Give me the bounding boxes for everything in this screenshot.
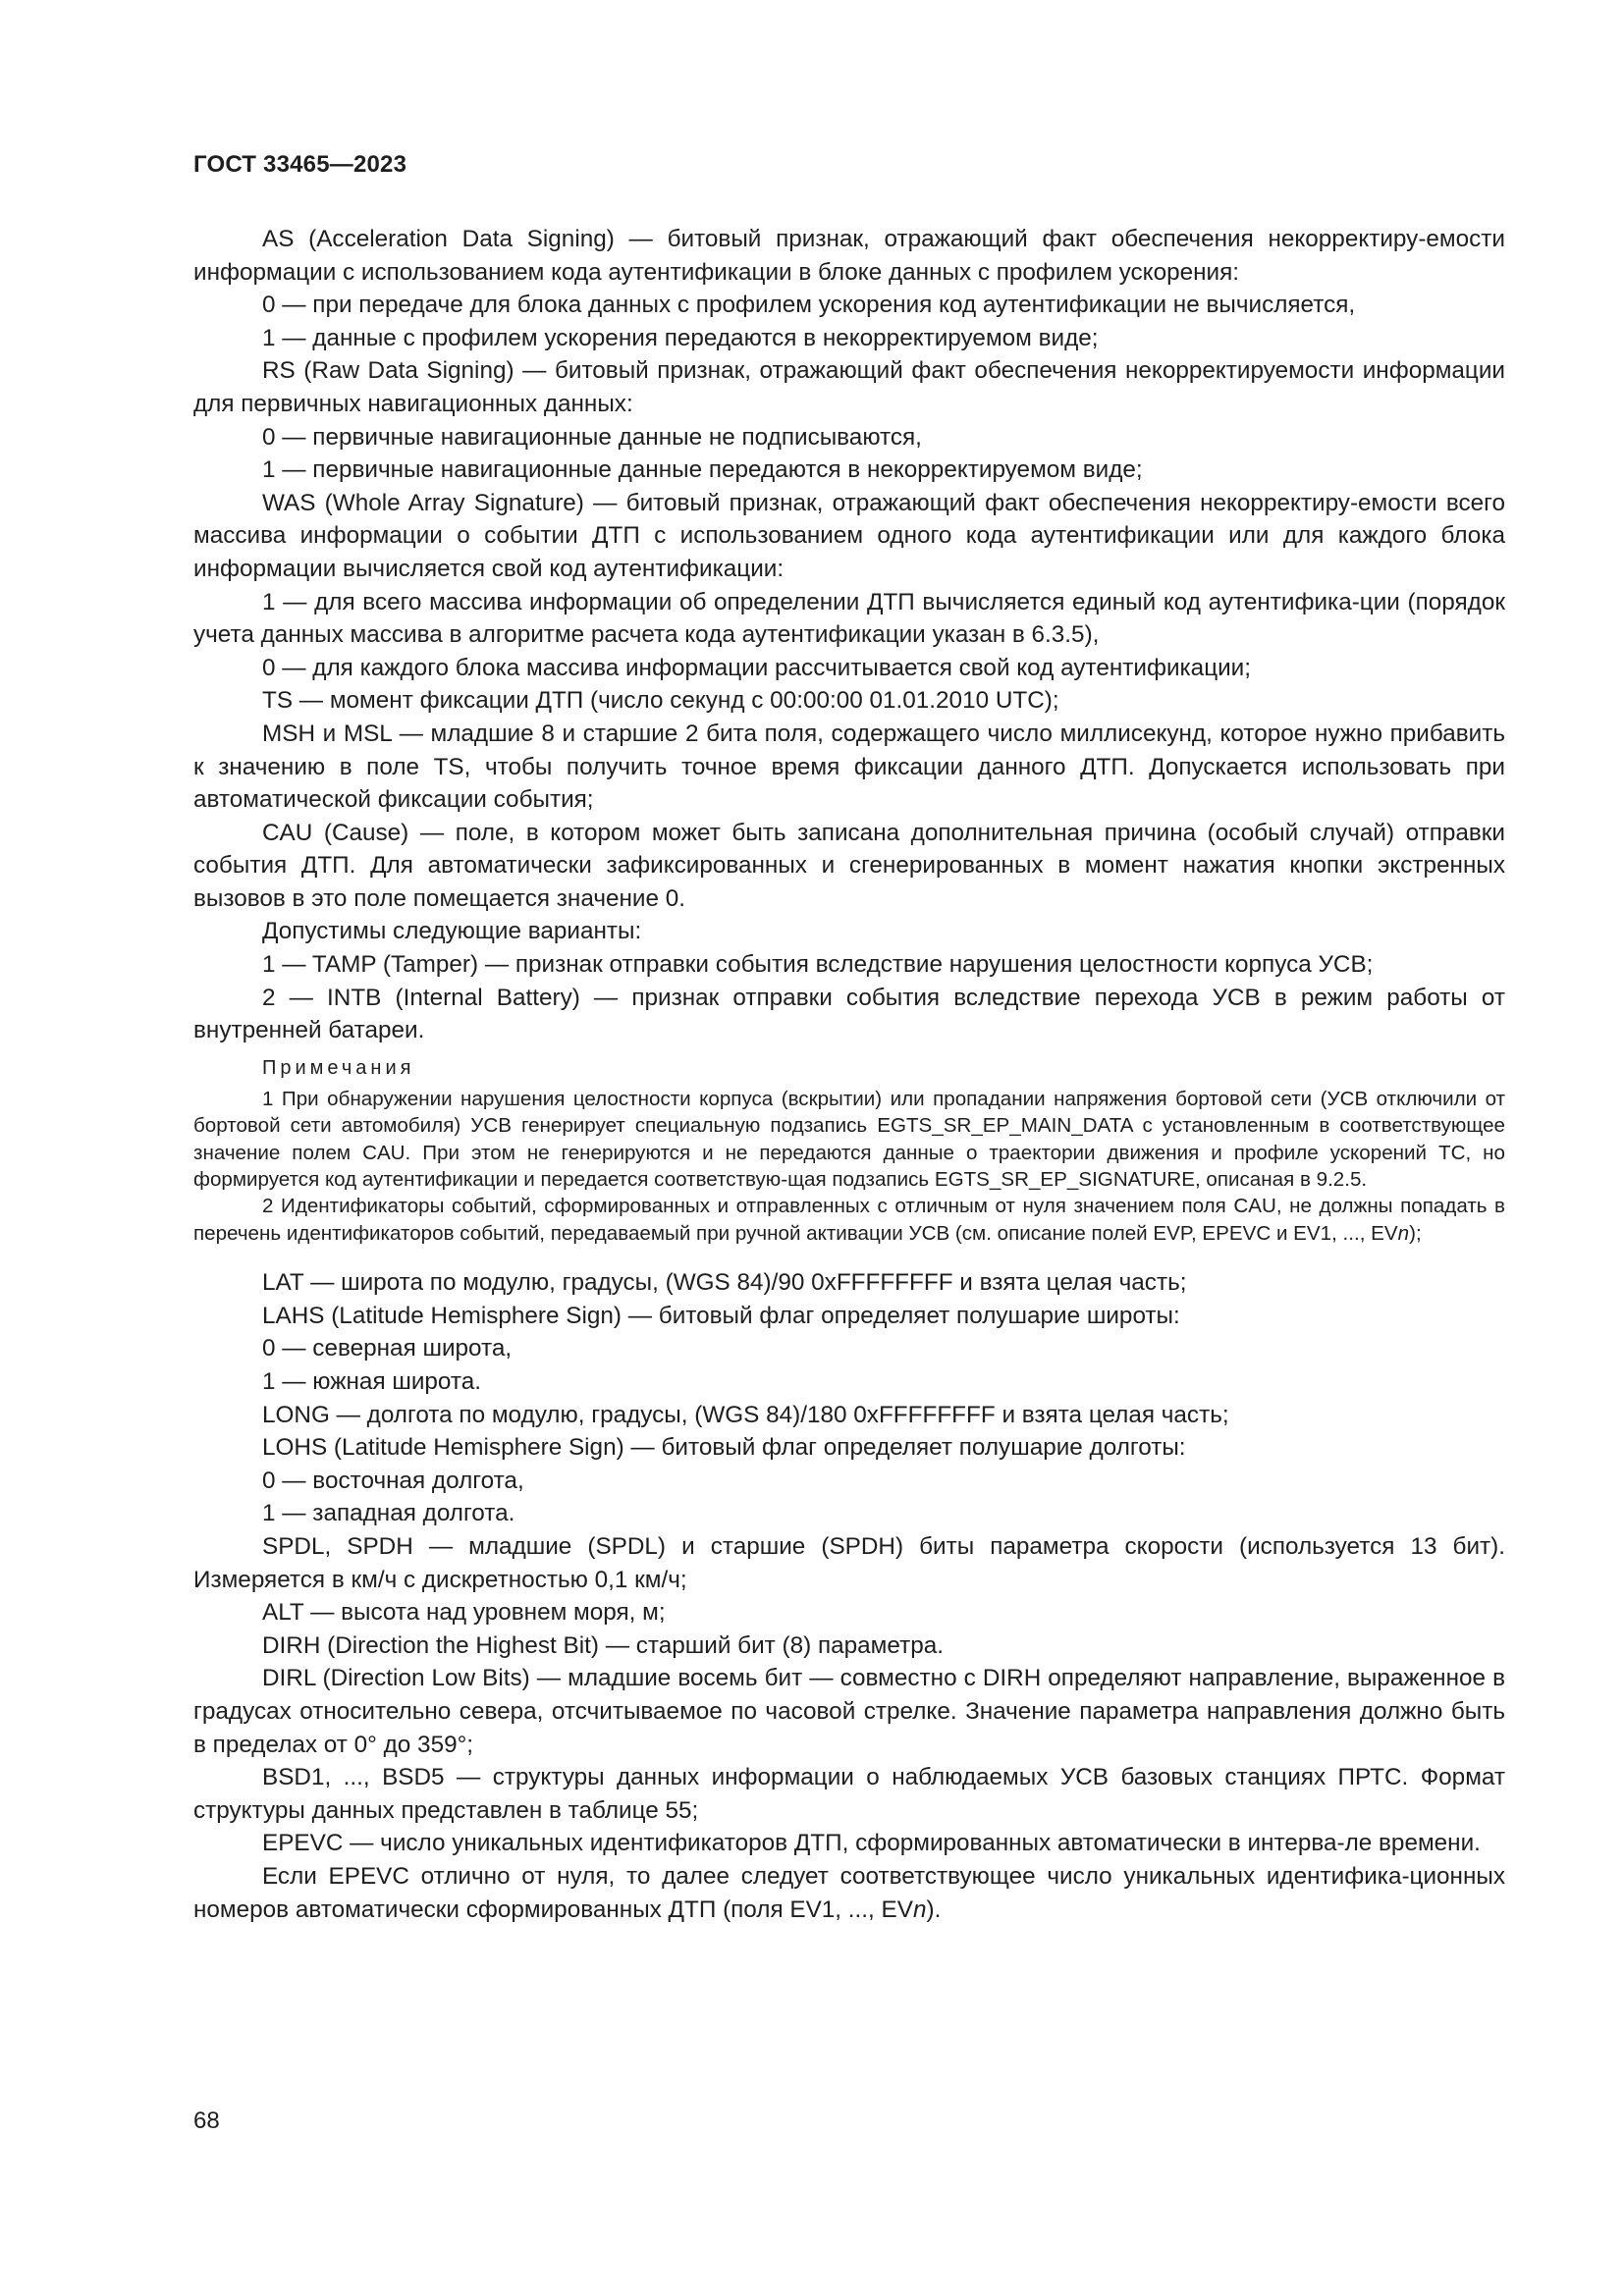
paragraph: AS (Acceleration Data Signing) — битовый признак, отражающий факт обеспечения некорректиру-емости информации с использованием кода аутентификации в блоке данных с профилем ускорения: [193, 226, 1505, 286]
paragraph: EPEVC — число уникальных идентификаторов ДТП, сформированных автоматически в интерва-ле времени. [262, 1830, 1481, 1857]
note-1: 1 При обнаружении нарушения целостности корпуса (вскрытии) или пропадании напряжения бортовой сети (УСВ отключили от бортовой сети автомобиля) УСВ генерирует специальную подзапись EGTS_SR_EP_MAIN_DATA с установленным в соответствующее значение полем CAU. При этом не генерируются и не передаются данные о траектории движения и профиле ускорений ТС, но формируется код аутентификации и передается соответствую-щая подзапись EGTS_SR_EP_SIGNATURE, описаная в 9.2.5. [193, 1087, 1505, 1192]
paragraph: 2 — INTB (Internal Battery) — признак отправки события вследствие перехода УСВ в режим работы от внутренней батареи. [193, 984, 1505, 1044]
paragraph: ALT — высота над уровнем моря, м; [262, 1599, 666, 1627]
last-paragraph-variable: n [912, 1896, 927, 1923]
paragraph: 1 — данные с профилем ускорения передаются в некорректируемом виде; [262, 324, 1099, 351]
paragraph: CAU (Cause) — поле, в котором может быть записана дополнительная причина (особый случай) отправки события ДТП. Для автоматически зафиксированных и сгенерированных в момент нажатия кнопки экстренных вызовов в это поле помещается значение 0. [193, 819, 1505, 912]
paragraph: DIRH (Direction the Highest Bit) — старший бит (8) параметра. [262, 1631, 944, 1659]
paragraph-last [193, 1860, 1505, 1926]
paragraph: 0 — для каждого блока массива информации рассчитывается свой код аутентификации; [262, 654, 1252, 681]
paragraph: WAS (Whole Array Signature) — битовый признак, отражающий факт обеспечения некорректиру-емости всего массива информации о событии ДТП с использованием одного кода аутентификации или для каждого блока информации вычисляется свой код аутентификации: [193, 489, 1505, 582]
paragraph: DIRL (Direction Low Bits) — младшие восемь бит — совместно с DIRH определяют направление, выраженное в градусах относительно севера, отсчитываемое по часовой стрелке. Значение параметра направления должно быть в пределах от 0° до 359°; [193, 1665, 1505, 1758]
paragraph: LAHS (Latitude Hemisphere Sign) — битовый флаг определяет полушарие широты: [262, 1302, 1180, 1329]
field-definitions [193, 1266, 1505, 1926]
paragraph: 0 — северная широта, [262, 1335, 513, 1362]
paragraph: 0 — при передаче для блока данных с профилем ускорения код аутентификации не вычисляется, [262, 292, 1356, 319]
paragraph: 1 — для всего массива информации об определении ДТП вычисляется единый код аутентифика-ции (порядок учета данных массива в алгоритме расчета кода аутентификации указан в 6.3.5), [193, 588, 1505, 649]
document-body [193, 223, 1505, 1926]
note-2 [193, 1193, 1505, 1247]
page-number: 68 [193, 2108, 220, 2134]
paragraph: 1 — первичные навигационные данные передаются в некорректируемом виде; [262, 456, 1143, 484]
paragraph: LOHS (Latitude Hemisphere Sign) — битовый флаг определяет полушарие долготы: [262, 1434, 1186, 1462]
last-paragraph-tail: ). [926, 1896, 942, 1923]
paragraph: 1 — западная долгота. [262, 1500, 515, 1527]
paragraph: BSD1, ..., BSD5 — структуры данных информации о наблюдаемых УСВ базовых станциях ПРТС. Формат структуры данных представлен в таблице 55; [193, 1764, 1505, 1824]
paragraph: 0 — первичные навигационные данные не подписываются, [262, 423, 922, 451]
paragraph: LAT — широта по модулю, градусы, (WGS 84)/90 0xFFFFFFFF и взята целая часть; [262, 1269, 1187, 1297]
paragraph: TS — момент фиксации ДТП (число секунд с 00:00:00 01.01.2010 UTC); [262, 687, 1059, 715]
paragraph: SPDL, SPDH — младшие (SPDL) и старшие (SPDH) биты параметра скорости (используется 13 бит). Измеряется в км/ч с дискретностью 0,1 км/ч; [193, 1533, 1505, 1593]
paragraph: 1 — TAMP (Tamper) — признак отправки события вследствие нарушения целостности корпуса УСВ; [262, 951, 1374, 979]
notes-heading: Примечания [262, 1056, 415, 1079]
paragraph: MSH и MSL — младшие 8 и старшие 2 бита поля, содержащего число миллисекунд, которое нужно прибавить к значению в поле TS, чтобы получить точное время фиксации данного ДТП. Допускается использовать при автоматической фиксации события; [193, 720, 1505, 814]
paragraph: 0 — восточная долгота, [262, 1467, 524, 1494]
paragraph: 1 — южная широта. [262, 1368, 482, 1396]
paragraph: LONG — долгота по модулю, градусы, (WGS 84)/180 0xFFFFFFFF и взята целая часть; [262, 1401, 1229, 1428]
paragraph: RS (Raw Data Signing) — битовый признак, отражающий факт обеспечения некорректируемости информации для первичных навигационных данных: [193, 357, 1505, 417]
document-header: ГОСТ 33465—2023 [193, 151, 407, 178]
note-2-text: 2 Идентификаторы событий, сформированных и отправленных с отличным от нуля значением поля CAU, не должны попадать в перечень идентификаторов событий, передаваемый при ручной активации УСВ (см. описание полей EVP, EPEVC и EV1, ..., EV [193, 1195, 1505, 1245]
note-2-tail: ); [1409, 1221, 1422, 1245]
notes-block [193, 1055, 1505, 1247]
note-2-variable: n [1397, 1221, 1410, 1245]
paragraph: Допустимы следующие варианты: [262, 918, 642, 945]
last-paragraph-text: Если EPEVC отлично от нуля, то далее следует соответствующее число уникальных идентифика-ционных номеров автоматически сформированных ДТП (поля EV1, ..., EV [193, 1862, 1505, 1923]
